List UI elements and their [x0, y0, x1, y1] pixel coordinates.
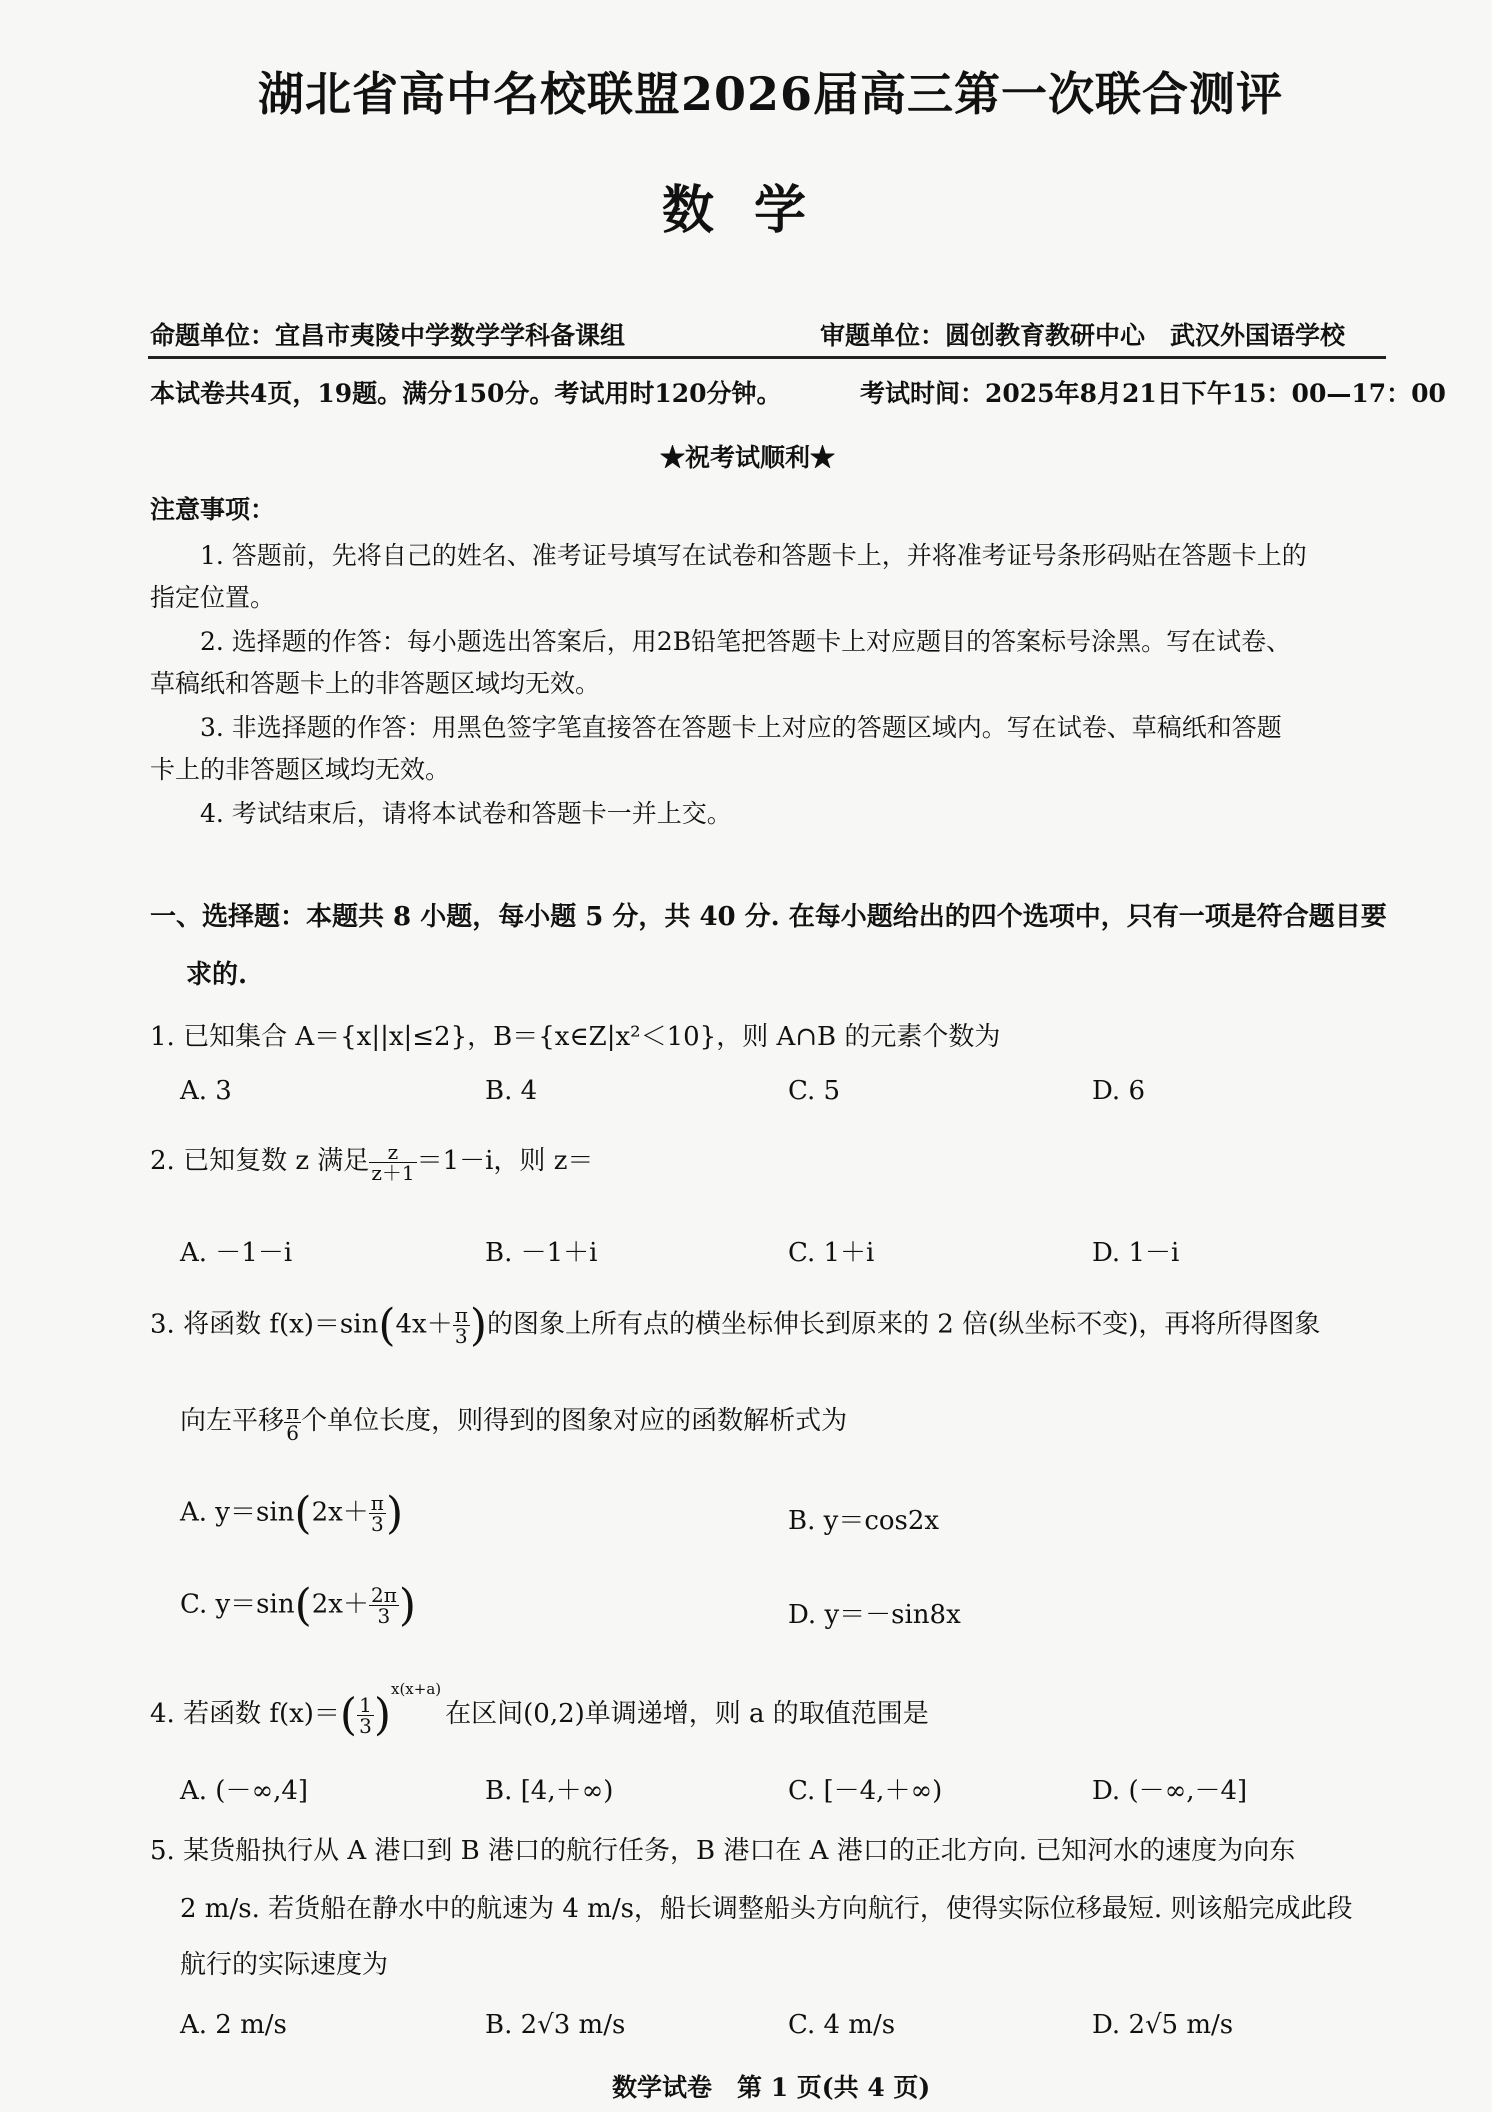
q3-optA-arg: 2x＋: [311, 1497, 369, 1528]
q3-optC-pre: C. y＝sin: [180, 1589, 295, 1620]
q4-frac-den: 3: [359, 1713, 372, 1738]
blessing: ★祝考试顺利★: [660, 443, 836, 472]
notice-line: 指定位置。: [150, 583, 276, 612]
q2-frac-den: z＋1: [371, 1160, 415, 1185]
q5-option-a: A. 2 m/s: [180, 2010, 287, 2040]
q2-frac-num: z: [369, 1142, 416, 1163]
notice-line: 草稿纸和答题卡上的非答题区域均无效。: [150, 669, 601, 698]
notice-line: 1. 答题前，先将自己的姓名、准考证号填写在试卷和答题卡上，并将准考证号条形码贴在答题卡上的: [200, 541, 1307, 570]
q3-option-b: B. y＝cos2x: [788, 1506, 940, 1536]
subject-title: 数学: [662, 180, 847, 241]
q5-option-b: B. 2√3 m/s: [485, 2010, 626, 2040]
exam-time: 考试时间：2025年8月21日下午15：00—17：00: [860, 379, 1446, 408]
q2-option-d: D. 1－i: [1092, 1238, 1180, 1268]
section-heading-cont: 求的.: [186, 960, 248, 990]
q4-option-b: B. [4,＋∞): [485, 1776, 614, 1806]
q2-stem-post: ＝1－i，则 z＝: [416, 1146, 594, 1176]
question-4-stem: 4. 若函数 f(x)＝( $\frac{1}{3}$ )$^{x(x+a)}$在区间(0,2)单调递增，则 a 的取值范围是: [150, 1680, 929, 1741]
q4-option-c: C. [－4,＋∞): [788, 1776, 943, 1806]
question-2-stem: [150, 1140, 593, 1183]
q3-option-c: C. y＝sin(2x＋ $\frac{2\pi}{3}$ ): [180, 1580, 417, 1631]
q3-fraction: [453, 1305, 470, 1346]
q3-optA-den: 3: [371, 1512, 384, 1536]
q4-option-d: D. (－∞,－4]: [1092, 1776, 1248, 1806]
q5-option-d: D. 2√5 m/s: [1092, 2010, 1234, 2040]
q3-shift-fraction: [284, 1399, 301, 1445]
q3-optC-num: 2π: [370, 1583, 397, 1607]
header-rule: [148, 356, 1386, 359]
q1-option-d: D. 6: [1092, 1076, 1145, 1106]
question-5-line3: 航行的实际速度为: [180, 1950, 389, 1980]
question-3-stem: 3. 将函数 f(x)＝sin(4x＋ $\frac{\pi}{3}$ )的图象上所有点的横坐标伸长到原来的 2 倍(纵坐标不变)，再将所得图象: [150, 1300, 1321, 1351]
q2-fraction: [369, 1139, 416, 1185]
q3-option-d: D. y＝－sin8x: [788, 1600, 961, 1630]
q3-optA-num: π: [370, 1491, 384, 1515]
q4-stem-post: 在区间(0,2)单调递增，则 a 的取值范围是: [445, 1699, 929, 1729]
question-5-line2: 2 m/s. 若货船在静水中的航速为 4 m/s，船长调整船头方向航行，使得实际位移最短. 则该船完成此段: [180, 1894, 1353, 1924]
q3-frac-num: π: [454, 1303, 468, 1327]
q5-option-c: C. 4 m/s: [788, 2010, 896, 2040]
q3-line2-pre: 向左平移: [180, 1406, 285, 1436]
q3-stem-post: 的图象上所有点的横坐标伸长到原来的 2 倍(纵坐标不变)，再将所得图象: [487, 1309, 1321, 1340]
exam-title: 湖北省高中名校联盟2026届高三第一次联合测评: [258, 67, 1284, 121]
q1-option-b: B. 4: [485, 1076, 538, 1106]
q4-option-a: A. (－∞,4]: [180, 1776, 309, 1806]
q2-option-b: B. －1＋i: [485, 1238, 598, 1268]
page-footer: 数学试卷 第 1 页(共 4 页): [612, 2073, 931, 2102]
q3-stem-pre: 3. 将函数 f(x)＝sin: [150, 1309, 379, 1340]
q3-arg: 4x＋: [395, 1309, 453, 1340]
q4-fraction: [357, 1692, 374, 1738]
q2-option-c: C. 1＋i: [788, 1238, 875, 1268]
q3-optC-arg: 2x＋: [311, 1589, 369, 1620]
question-1-stem: 1. 已知集合 A＝{x||x|≤2}，B＝{x∈Z|x²＜10}，则 A∩B 的元素个数为: [150, 1022, 1001, 1052]
question-5-line1: 5. 某货船执行从 A 港口到 B 港口的航行任务，B 港口在 A 港口的正北方向. 已知河水的速度为向东: [150, 1836, 1296, 1866]
section-heading: 一、选择题：本题共 8 小题，每小题 5 分，共 40 分. 在每小题给出的四个选项中，只有一项是符合题目要: [150, 902, 1387, 932]
q2-option-a: A. －1－i: [180, 1238, 293, 1268]
q3-line2-post: 个单位长度，则得到的图象对应的函数解析式为: [301, 1406, 848, 1436]
q1-option-c: C. 5: [788, 1076, 841, 1106]
notice-line: 4. 考试结束后，请将本试卷和答题卡一并上交。: [200, 799, 732, 828]
q3-optC-den: 3: [377, 1604, 391, 1628]
question-3-line2: [180, 1400, 847, 1443]
q4-frac-num: 1: [359, 1692, 372, 1717]
q3-optA-fraction: [369, 1493, 386, 1534]
notice-line: 卡上的非答题区域均无效。: [150, 755, 451, 784]
proposer-unit: 命题单位：宜昌市夷陵中学数学学科备课组: [150, 321, 626, 350]
exam-info: 本试卷共4页，19题。满分150分。考试用时120分钟。: [150, 379, 782, 408]
q3-shift-den: 6: [286, 1420, 299, 1445]
reviewer-unit: 审题单位：圆创教育教研中心 武汉外国语学校: [820, 321, 1346, 350]
q3-shift-num: π: [286, 1399, 300, 1424]
q4-stem-pre: 4. 若函数 f(x)＝: [150, 1699, 340, 1729]
q3-optC-fraction: [369, 1585, 399, 1626]
q1-option-a: A. 3: [180, 1076, 232, 1106]
q2-stem-pre: 2. 已知复数 z 满足: [150, 1146, 370, 1176]
notice-line: 2. 选择题的作答：每小题选出答案后，用2B铅笔把答题卡上对应题目的答案标号涂黑。写在试卷、: [200, 627, 1292, 656]
q3-optA-pre: A. y＝sin: [180, 1497, 295, 1528]
q3-option-a: A. y＝sin(2x＋ $\frac{\pi}{3}$ ): [180, 1488, 404, 1539]
notice-line: 3. 非选择题的作答：用黑色签字笔直接答在答题卡上对应的答题区域内。写在试卷、草稿纸和答题: [200, 713, 1282, 742]
q3-frac-den: 3: [454, 1324, 468, 1348]
q4-exponent: x(x+a): [391, 1680, 442, 1698]
notice-heading: 注意事项：: [150, 495, 276, 524]
